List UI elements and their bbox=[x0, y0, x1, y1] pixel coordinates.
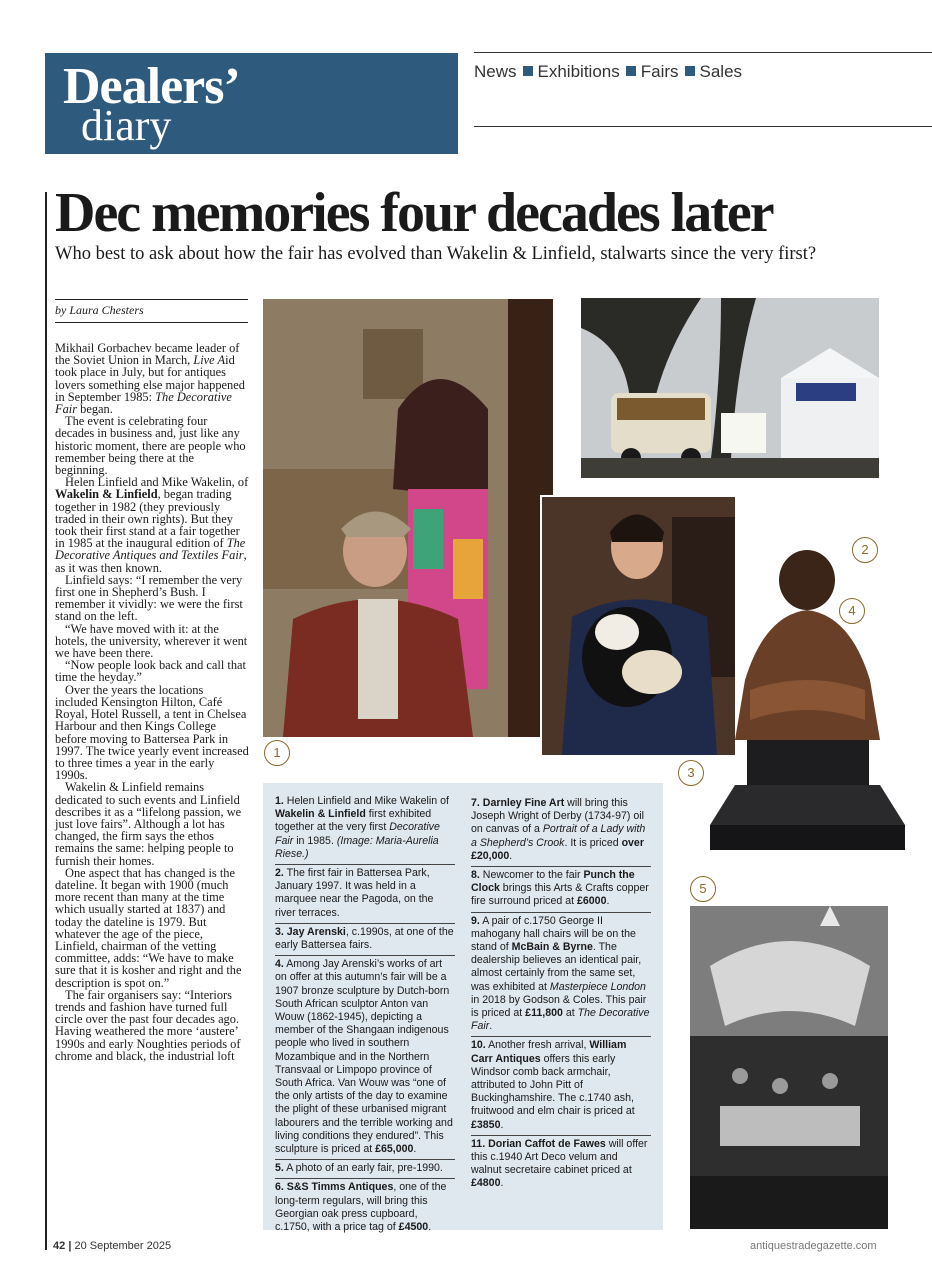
caption-6: 6. S&S Timms Antiques, one of the long-term regulars, will bring this Georgian oak press cupboard, c.1750, with a price tag of £4500. bbox=[275, 1181, 447, 1234]
column-rule bbox=[45, 192, 47, 1250]
caption-1: 1. Helen Linfield and Mike Wakelin of Wakelin & Linfield first exhibited together at the very first Decorative Fair in 1985. (Image: Maria-Aurelia Riese.) bbox=[275, 793, 455, 865]
footer-left bbox=[53, 1240, 171, 1252]
paragraph: One aspect that has changed is the dateline. It began with 1900 (much more recent than many at the time which usually started at 1837) and today the dateline is 1979. But whatever the age of the piece, Linfield, chairman of the vetting committee, adds: “We have to make sure that it is kosher and right and the description is spot on.” bbox=[55, 865, 242, 990]
caption-10: 10. Another fresh arrival, William Carr Antiques offers this early Windsor comb back armchair, attributed to John Pitt of Buckinghamshire. The c.1740 ash, fruitwood and elm chair is priced at £3850. bbox=[471, 1037, 651, 1135]
caption-4: 4. Among Jay Arenski’s works of art on offer at this autumn’s fair will be a 1907 bronze sculpture by Dutch-born South African sculptor Anton van Wouw (1862-1945), depicting a member of the Shangaan indigenous people who lived in southern Mozambique and in the Northern Transvaal or Limpopo province of South Africa. Van Wouw was “one of the only artists of the day to examine the plight of these urbanised migrant labourers and the terrible working and living conditions they endured”. This sculpture is priced at £65,000. bbox=[275, 956, 455, 1160]
photo-number-2: 2 bbox=[852, 537, 878, 563]
photo-dealers-1985 bbox=[263, 299, 553, 737]
photo-number-1: 1 bbox=[264, 740, 290, 766]
paragraph: The fair organisers say: “Interiors trends and fashion have turned full circle over the past four decades ago. Having weathered the more ‘austere’ 1990s and early Noughties periods of chrome and black, the industrial loft bbox=[55, 987, 241, 1063]
section-divider bbox=[474, 126, 932, 127]
caption-5: 5. A photo of an early fair, pre-1990. bbox=[275, 1160, 455, 1179]
photo-4-illustration bbox=[705, 550, 910, 850]
photo-number-4: 4 bbox=[839, 598, 865, 624]
caption-box bbox=[263, 783, 663, 1234]
section-exhibitions[interactable]: Exhibitions bbox=[537, 62, 620, 81]
section-nav bbox=[474, 62, 742, 82]
masthead-subtitle: diary bbox=[81, 101, 172, 150]
caption-11: 11. Dorian Caffot de Fawes will offer this c.1940 Art Deco velum and walnut secretaire cabinet priced at £4800. bbox=[471, 1137, 648, 1190]
issue-date: 20 September 2025 bbox=[74, 1240, 172, 1252]
photo-early-fair bbox=[690, 906, 888, 1229]
standfirst: Who best to ask about how the fair has evolved than Wakelin & Linfield, stalwarts since the very first? bbox=[55, 244, 817, 264]
photo-5-illustration bbox=[690, 906, 888, 1229]
photo-number-3: 3 bbox=[678, 760, 704, 786]
masthead bbox=[45, 53, 458, 154]
footer-separator: | bbox=[68, 1240, 72, 1252]
paragraph: “Now people look back and call that time the heyday.” bbox=[55, 658, 246, 685]
caption-column-left bbox=[275, 793, 455, 1237]
paragraph: Helen Linfield and Mike Wakelin, of Wakelin & Linfield, began trading together in 1982 (they previously traded in their own rights). But they took their first stand at a fair together in 1985 at the inaugural edition of The Decorative Antiques and Textiles Fair, as it was then known. bbox=[55, 475, 249, 575]
paragraph: “We have moved with it: at the hotels, the university, wherever it went we have been there. bbox=[55, 621, 248, 661]
caption-9: 9. A pair of c.1750 George II mahogany hall chairs will be on the stand of McBain & Byrne. The dealership believes an identical pair, almost certainly from the same set, was exhibited at Masterpiece London in 2018 by Godson & Coles. This pair is priced at £11,800 at The Decorative Fair. bbox=[471, 913, 651, 1038]
caption-2: 2. The first fair in Battersea Park, January 1997. It was held in a marquee near the Pagoda, on the river terraces. bbox=[275, 865, 455, 924]
square-bullet-icon bbox=[685, 66, 695, 76]
caption-7: 7. Darnley Fine Art will bring this Joseph Wright of Derby (1734-97) oil on canvas of a Portrait of a Lady with a Shepherd’s Crook. It is priced over £20,000. bbox=[471, 795, 651, 867]
paragraph: Wakelin & Linfield remains dedicated to such events and Linfield describes it as a “lifelong passion, we just love fairs”. Although a lot has changed, the firm says the ethos remains the same: helping people to furnish their homes. bbox=[55, 780, 242, 868]
photo-2-illustration bbox=[581, 298, 879, 478]
section-news[interactable]: News bbox=[474, 62, 517, 81]
paragraph: Mikhail Gorbachev became leader of the Soviet Union in March, Live Aid took place in July, but for antiques lovers something else major happened in September 1985: The Decorative Fair began. bbox=[55, 341, 245, 417]
section-fairs[interactable]: Fairs bbox=[640, 62, 679, 81]
square-bullet-icon bbox=[523, 66, 533, 76]
caption-column-right bbox=[471, 795, 651, 1194]
photo-bronze-sculpture bbox=[705, 550, 910, 850]
photo-battersea-marquee bbox=[581, 298, 879, 478]
top-divider bbox=[474, 52, 932, 53]
headline: Dec memories four decades later bbox=[55, 182, 773, 244]
photo-number-5: 5 bbox=[690, 876, 716, 902]
photo-1-illustration bbox=[263, 299, 553, 737]
footer-website[interactable]: antiquestradegazette.com bbox=[750, 1240, 877, 1252]
caption-8: 8. Newcomer to the fair Punch the Clock brings this Arts & Crafts copper fire surround priced at £6000. bbox=[471, 867, 651, 913]
article-body bbox=[55, 342, 249, 1062]
paragraph: Over the years the locations included Kensington Hilton, Café Royal, Hotel Russell, a tent in Chelsea Harbour and then Kings College before moving to Battersea Park in 1997. The twice yearly event increased to three times a year in the early 1990s. bbox=[55, 682, 249, 783]
square-bullet-icon bbox=[626, 66, 636, 76]
paragraph: Linfield says: “I remember the very first one in Shepherd’s Bush. I remember it vividly: we were the first stand on the left. bbox=[55, 572, 243, 624]
page-number: 42 bbox=[53, 1240, 66, 1252]
byline: by Laura Chesters bbox=[55, 299, 248, 323]
section-sales[interactable]: Sales bbox=[699, 62, 743, 81]
paragraph: The event is celebrating four decades in business and, just like any historic moment, there are people who remember being there at the beginning. bbox=[55, 414, 246, 478]
caption-3: 3. Jay Arenski, c.1990s, at one of the early Battersea fairs. bbox=[275, 924, 455, 956]
masthead-title: Dealers’ bbox=[63, 58, 240, 115]
